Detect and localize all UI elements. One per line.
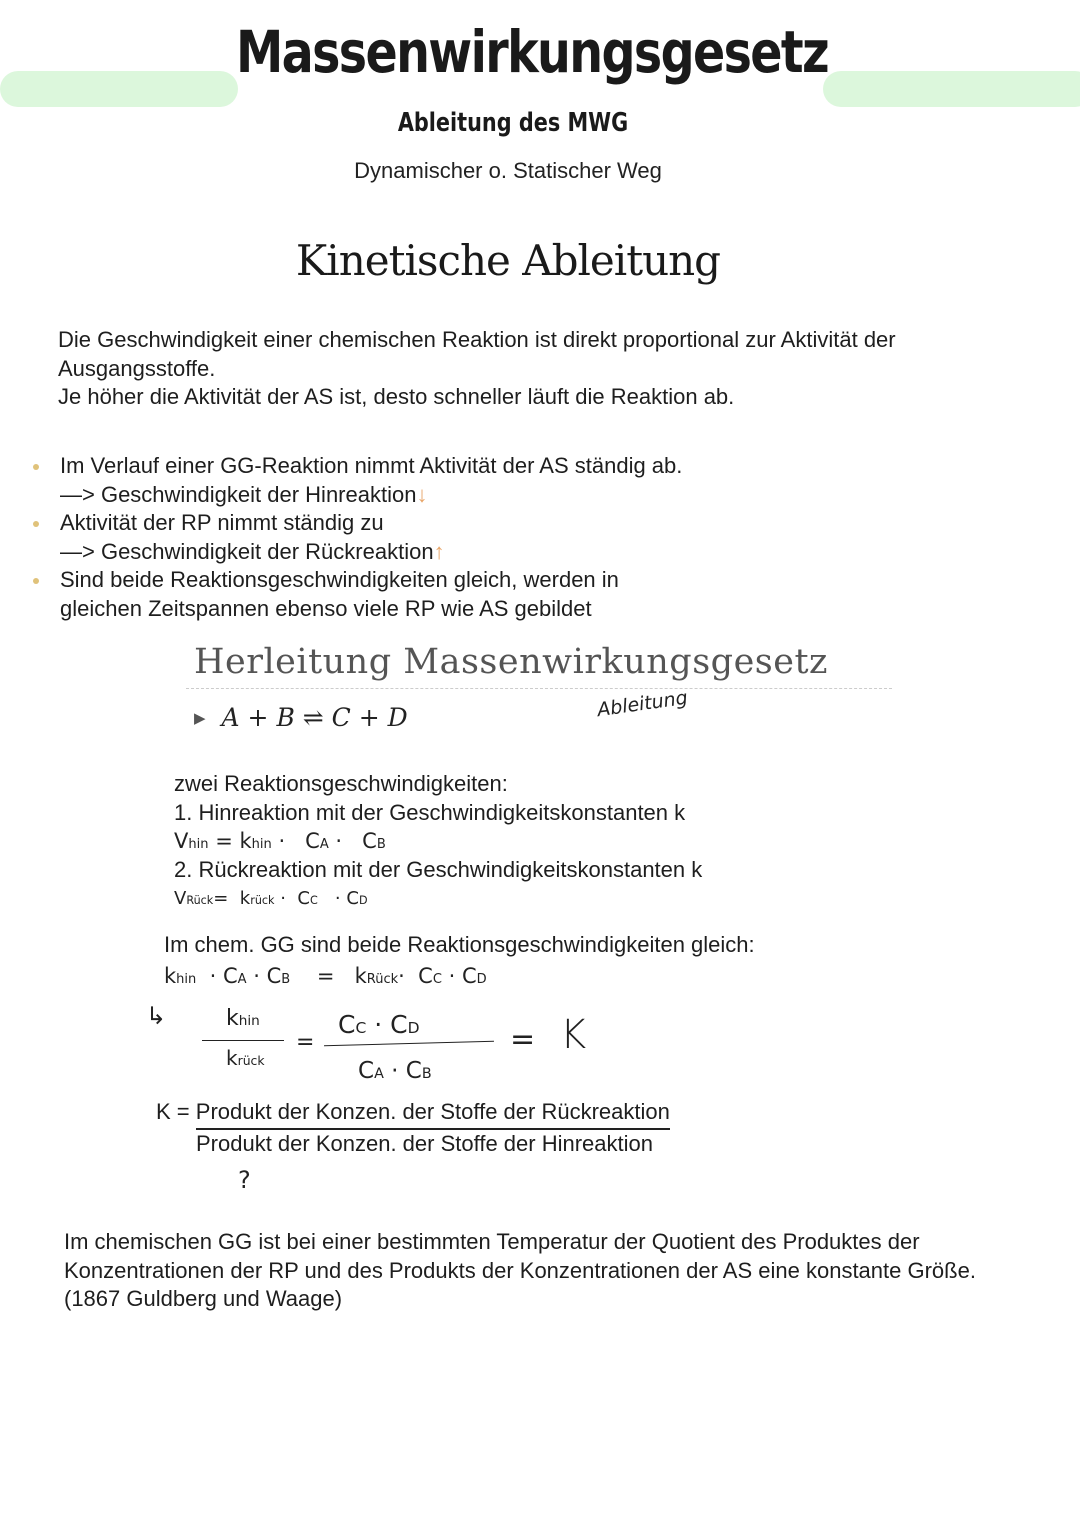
fraction-line	[202, 1040, 284, 1041]
section-title-derivation: Herleitung Massenwirkungsgesetz	[194, 642, 828, 682]
rate-equations	[174, 770, 874, 915]
symbol: k	[354, 964, 367, 988]
bullet-dot-icon	[33, 464, 39, 470]
subscript: hin	[251, 837, 272, 852]
subscript: B	[281, 972, 291, 987]
subscript: hin	[238, 1013, 260, 1029]
symbol: C	[266, 964, 282, 988]
handwritten-note: Ableitung	[595, 686, 689, 722]
symbol: C	[297, 887, 310, 909]
bullet-sub-text: gleichen Zeitspannen ebenso viele RP wie AS gebildet	[60, 595, 592, 621]
symbol: V	[174, 887, 187, 909]
reaction-equation	[194, 703, 408, 732]
conclusion-line: (1867 Guldberg und Waage)	[64, 1286, 343, 1311]
equilibrium-constant: K	[560, 1012, 587, 1058]
symbol: k	[226, 1006, 239, 1031]
bullet-dot-icon	[33, 521, 39, 527]
bullet-item	[30, 509, 790, 566]
symbol: C	[346, 887, 359, 909]
subscript: A	[374, 1066, 384, 1082]
k-numerator: Produkt der Konzen. der Stoffe der Rückreaktion	[196, 1098, 670, 1130]
equals-sign: =	[510, 1022, 536, 1057]
k-label: K =	[156, 1099, 190, 1124]
fraction-numerator-k	[226, 1006, 260, 1031]
bullet-sub-text: —> Geschwindigkeit der Rückreaktion	[60, 538, 434, 564]
handwritten-mark: ?	[238, 1166, 251, 1194]
bullet-text: Aktivität der RP nimmt ständig zu	[60, 510, 384, 535]
backward-reaction-text: 2. Rückreaktion mit der Geschwindigkeitskonstanten k	[174, 857, 703, 882]
symbol: =	[213, 887, 229, 909]
subscript: C	[432, 972, 442, 987]
k-definition	[156, 1098, 670, 1158]
symbol: V	[174, 829, 189, 853]
conclusion-line: Im chemischen GG ist bei einer bestimmten Temperatur der Quotient des Produktes der	[64, 1229, 920, 1254]
intro-line: Die Geschwindigkeit einer chemischen Reaktion ist direkt proportional zur Aktivität der	[58, 327, 896, 352]
symbol: k	[226, 1046, 238, 1070]
section-title-kinetic: Kinetische Ableitung	[295, 236, 721, 285]
symbol: k	[239, 829, 252, 853]
reaction-text: A + B ⇌ C + D	[221, 703, 408, 732]
bullet-sub	[60, 538, 790, 567]
bullet-item	[30, 452, 790, 509]
forward-rate-formula: Vhin = khin · CA · CB	[174, 829, 386, 853]
symbol: =	[316, 964, 335, 988]
symbol: C	[223, 964, 238, 988]
symbol: C	[390, 1010, 408, 1039]
equals-sign: =	[296, 1030, 315, 1055]
symbol: C	[418, 964, 433, 988]
intro-line: Je höher die Aktivität der AS ist, desto schneller läuft die Reaktion ab.	[58, 384, 735, 409]
symbol: k	[239, 887, 251, 909]
symbol: C	[405, 1058, 422, 1084]
fraction-numerator-c: CC · CD	[338, 1010, 420, 1039]
subscript: Rück	[366, 972, 399, 987]
triangle-right-icon: ▶	[194, 709, 206, 727]
k-denominator: Produkt der Konzen. der Stoffe der Hinreaktion	[196, 1130, 653, 1156]
bullet-item	[30, 566, 790, 623]
subscript: hin	[176, 972, 197, 987]
bullet-list	[30, 452, 790, 623]
fraction-line	[324, 1041, 494, 1046]
backward-rate-formula: VRück= krück · CC · CD	[174, 887, 368, 909]
conclusion-line: Konzentrationen der RP und des Produkts der Konzentrationen der AS eine konstante Größe.	[64, 1257, 976, 1283]
subscript: A	[319, 837, 329, 852]
subscript: Rück	[186, 893, 214, 907]
symbol: C	[305, 829, 320, 853]
subscript: D	[476, 972, 487, 987]
symbol: C	[338, 1010, 356, 1039]
arrow-up-icon: ↑	[433, 538, 445, 564]
equilibrium-text: Im chem. GG sind beide Reaktionsgeschwindigkeiten gleich:	[164, 932, 755, 957]
page-title: Massenwirkungsgesetz	[235, 18, 829, 86]
bullet-text: Sind beide Reaktionsgeschwindigkeiten gleich, werden in	[60, 567, 619, 592]
intro-paragraph	[58, 326, 1018, 412]
symbol: =	[215, 829, 233, 853]
arrow-right-icon: ↳	[146, 1002, 167, 1030]
bullet-dot-icon	[33, 578, 39, 584]
section-divider	[186, 688, 892, 689]
subscript: C	[355, 1019, 367, 1037]
symbol: C	[461, 964, 477, 988]
intro-line: Ausgangsstoffe.	[58, 355, 216, 381]
k-numerator-row	[156, 1098, 670, 1130]
bullet-sub-text: —> Geschwindigkeit der Hinreaktion	[60, 481, 417, 507]
subscript: D	[358, 893, 368, 907]
symbol: k	[164, 964, 177, 988]
forward-reaction-text: 1. Hinreaktion mit der Geschwindigkeitskonstanten k	[174, 799, 686, 825]
subscript: hin	[188, 837, 209, 852]
conclusion-paragraph	[64, 1228, 1064, 1314]
symbol: C	[362, 829, 377, 853]
symbol: C	[358, 1058, 375, 1084]
page-subtitle: Ableitung des MWG	[397, 108, 629, 138]
subscript: A	[237, 972, 247, 987]
bullet-sub	[60, 481, 790, 510]
bullet-text: Im Verlauf einer GG-Reaktion nimmt Aktivität der AS ständig ab.	[60, 453, 683, 478]
subscript: rück	[237, 1053, 265, 1068]
rates-heading: zwei Reaktionsgeschwindigkeiten:	[174, 771, 508, 796]
subscript: B	[376, 837, 386, 852]
method-line: Dynamischer o. Statischer Weg	[354, 158, 662, 183]
subscript: rück	[250, 893, 275, 907]
subscript: B	[421, 1066, 432, 1082]
fraction-denominator-k	[226, 1046, 265, 1070]
fraction-denominator-c: CA · CB	[358, 1058, 432, 1084]
equilibrium-formula: khin · CA · CB = kRück· CC · CD	[164, 964, 487, 988]
arrow-down-icon: ↓	[416, 481, 428, 507]
subscript: C	[309, 893, 318, 907]
subscript: D	[407, 1019, 420, 1037]
